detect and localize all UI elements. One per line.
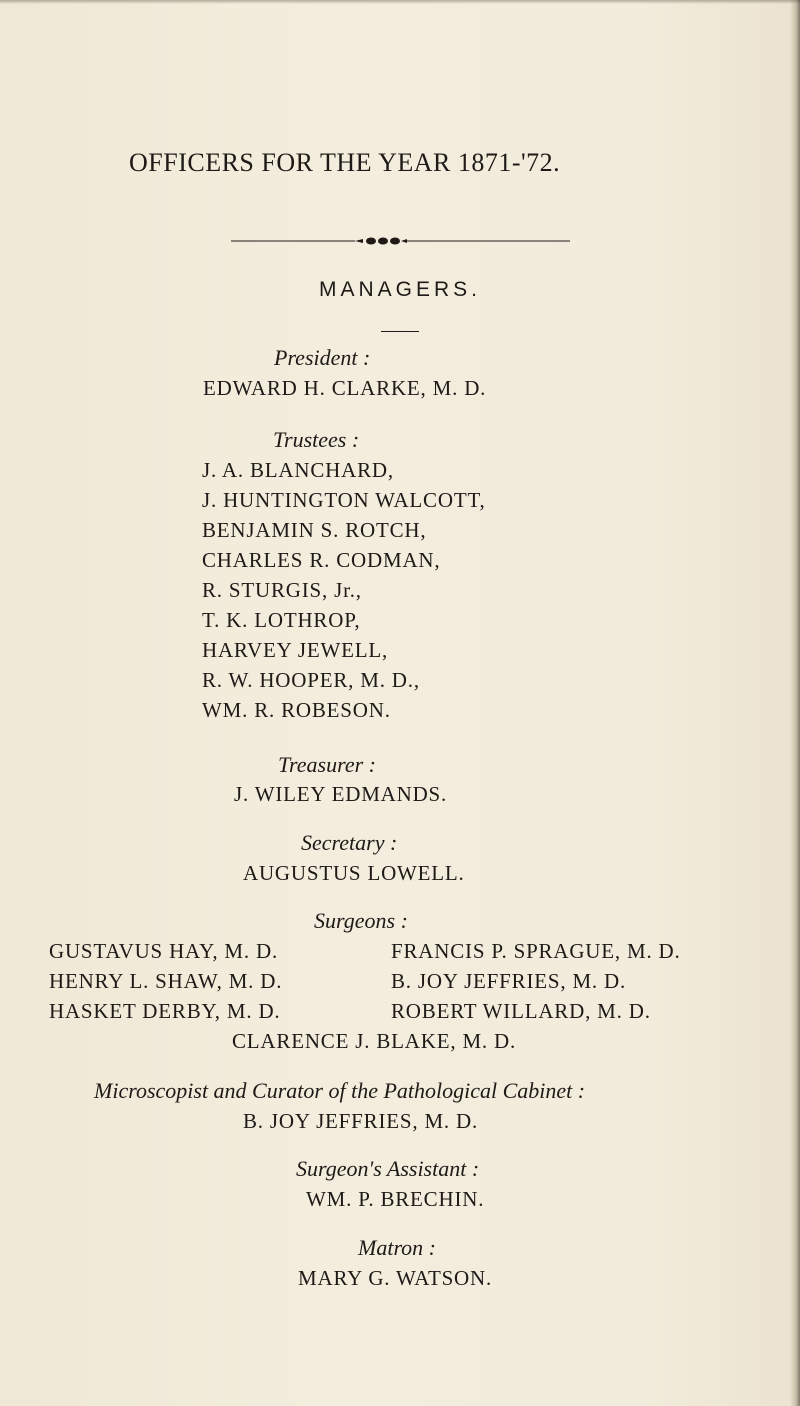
ornament-rule-icon — [231, 236, 570, 246]
president-name: EDWARD H. CLARKE, M. D. — [203, 376, 487, 400]
trustee-name: HARVEY JEWELL, — [202, 638, 389, 662]
surgeon-name: CLARENCE J. BLAKE, M. D. — [232, 1029, 517, 1053]
page-right-edge-shadow — [790, 0, 800, 1406]
surgeons-assistant-title: Surgeon's Assistant : — [296, 1156, 480, 1181]
surgeon-name: HENRY L. SHAW, M. D. — [49, 969, 283, 993]
page-heading: OFFICERS FOR THE YEAR 1871-'72. — [129, 148, 561, 177]
treasurer-title: Treasurer : — [278, 752, 376, 777]
surgeon-name: ROBERT WILLARD, M. D. — [391, 999, 651, 1023]
matron-title: Matron : — [358, 1235, 437, 1260]
trustee-name: J. A. BLANCHARD, — [202, 458, 394, 482]
trustees-title: Trustees : — [273, 427, 360, 452]
matron-name: MARY G. WATSON. — [298, 1266, 493, 1290]
trustee-name: WM. R. ROBESON. — [202, 698, 391, 722]
page-top-shadow — [0, 0, 800, 4]
surgeon-name: HASKET DERBY, M. D. — [49, 999, 281, 1023]
trustee-name: R. W. HOOPER, M. D., — [202, 668, 420, 692]
surgeon-name: FRANCIS P. SPRAGUE, M. D. — [391, 939, 681, 963]
trustee-name: BENJAMIN S. ROTCH, — [202, 518, 427, 542]
secretary-name: AUGUSTUS LOWELL. — [243, 861, 465, 885]
surgeon-name: B. JOY JEFFRIES, M. D. — [391, 969, 627, 993]
president-title: President : — [274, 345, 371, 370]
surgeons-title: Surgeons : — [314, 908, 408, 933]
surgeons-assistant-name: WM. P. BRECHIN. — [306, 1187, 485, 1211]
microscopist-name: B. JOY JEFFRIES, M. D. — [243, 1109, 479, 1133]
trustee-name: CHARLES R. CODMAN, — [202, 548, 441, 572]
microscopist-title: Microscopist and Curator of the Pathological Cabinet : — [94, 1078, 586, 1103]
secretary-title: Secretary : — [301, 830, 398, 855]
trustee-name: T. K. LOTHROP, — [202, 608, 361, 632]
treasurer-name: J. WILEY EDMANDS. — [234, 782, 448, 806]
trustee-name: J. HUNTINGTON WALCOTT, — [202, 488, 486, 512]
short-divider — [381, 331, 419, 332]
trustee-name: R. STURGIS, Jr., — [202, 578, 362, 602]
managers-heading: MANAGERS. — [318, 278, 482, 301]
surgeon-name: GUSTAVUS HAY, M. D. — [49, 939, 279, 963]
